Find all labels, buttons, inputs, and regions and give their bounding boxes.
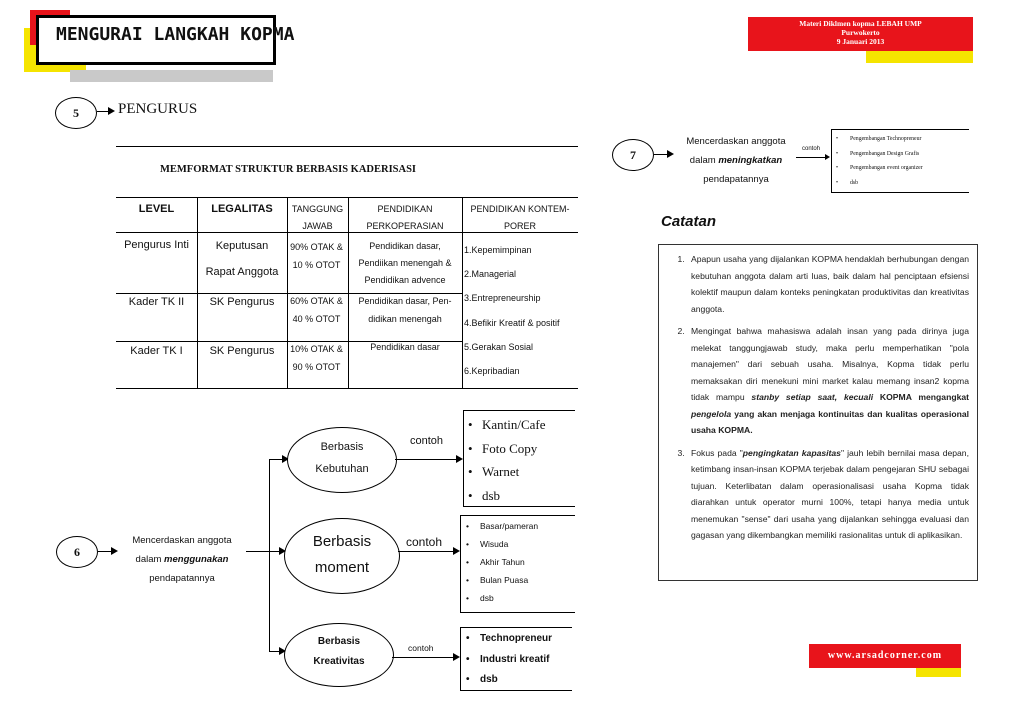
header-perkop-line1: PENDIDIKAN — [377, 204, 433, 214]
list-item: • dsb — [466, 670, 552, 691]
catatan-note-3 — [687, 445, 969, 544]
row3-tj-line2: 90 % OTOT — [292, 362, 341, 372]
row3-tj-line1: 10% OTAK & — [290, 344, 343, 354]
list-item: • dsb — [468, 484, 546, 508]
list-bracket-3 — [460, 627, 461, 690]
contoh-line-1 — [395, 459, 457, 460]
list-section-7 — [836, 132, 923, 190]
info-line-3: 9 Januari 2013 — [836, 37, 885, 46]
note2-text-a: Mengingat bahwa mahasiswa adalah insan yang pada dirinya juga melekat tanggungjawab study, maka perlu memperhatikan "pola manajemen" dari sebuah usaha. Misalnya, Kopma tidak perlu memaksakan diri menekuni mini market kalau memang insan2 kopma tidak mampu — [691, 326, 969, 402]
contoh-arrow-1 — [456, 455, 463, 463]
section-6-label-line3: pendapatannya — [149, 573, 215, 584]
row1-tj-line2: 10 % OTOT — [292, 260, 341, 270]
note2-emph-d: pengelola — [691, 408, 732, 419]
header-tanggung-line1: TANGGUNG — [291, 204, 344, 214]
catatan-title: Catatan — [661, 213, 717, 230]
row2-tj-line1: 60% OTAK & — [290, 296, 343, 306]
contoh-label-3: contoh — [408, 643, 434, 653]
table-top-rule — [116, 146, 578, 147]
header-level: LEVEL — [138, 203, 175, 215]
note3-text-c: " jauh lebih bernilai masa depan, ketimbang insan-insan KOPMA terjebak dalam pengejaran SHU sebagai tujuan. Keterlibatan dalam operasionalisasi usaha Kopma tidak diarahkan untuk operator murni 100%, tetapi hanya media untuk menemukan "sense" dari usaha yang dijalankan sehingga evaluasi dan gagasan yang dikembangkan memiliki rasionalitas untuk di aplikasikan. — [691, 447, 969, 540]
list-bracket-7 — [831, 129, 832, 192]
note2-emph-b: stanby setiap saat, kecuali — [751, 392, 874, 402]
section-7-arrow-line — [654, 154, 668, 155]
header-tanggung-line2: JAWAB — [302, 221, 333, 231]
row3-tanggung-jawab — [285, 340, 348, 376]
list-moment — [466, 517, 538, 607]
list-top-rule-2 — [460, 515, 575, 516]
branch-kreativitas — [284, 623, 394, 687]
list-item: • Pengembangan Design Grafis — [836, 147, 923, 162]
website-yellow-block — [916, 667, 961, 677]
row1-perkoperasian — [348, 238, 462, 289]
section-7-label-line3: pendapatannya — [703, 174, 769, 185]
list-item: • Basar/pameran — [466, 517, 538, 535]
section-6-number: 6 — [56, 536, 98, 568]
row3-legalitas: SK Pengurus — [209, 345, 275, 357]
kontemporer-item: 4.Befikir Kreatif & positif — [464, 317, 560, 328]
section-7-number: 7 — [612, 139, 654, 171]
header-gray-bar — [70, 70, 273, 82]
table-title: MEMFORMAT STRUKTUR BERBASIS KADERISASI — [159, 164, 417, 175]
section-6-label-line2 — [118, 550, 246, 569]
list-item: • Technopreneur — [466, 629, 552, 650]
note2-text-c: KOPMA mengangkat — [873, 392, 970, 402]
note3-emph-b: pengingkatan kapasitas — [742, 447, 841, 458]
row2-perkop-line1: Pendidikan dasar, Pen- — [358, 296, 452, 306]
branch-kebutuhan-line1: Berbasis — [320, 441, 364, 453]
row3-level: Kader TK I — [130, 345, 183, 357]
section-7-label-keyword: meningkatkan — [718, 155, 783, 166]
list-kreativitas — [466, 629, 552, 691]
section-6-label — [118, 531, 246, 588]
kontemporer-list — [464, 238, 578, 383]
list-item: • dsb — [466, 589, 538, 607]
header-legalitas: LEGALITAS — [211, 203, 273, 215]
branch-kebutuhan-line2: Kebutuhan — [315, 463, 369, 475]
list-item: • Pengembangan Technopreneur — [836, 132, 923, 147]
kontemporer-item: 6.Kepribadian — [464, 366, 520, 377]
table-bottom-rule — [116, 388, 578, 389]
contoh-line-3 — [392, 657, 454, 658]
website-link[interactable]: www.arsadcorner.com — [827, 650, 943, 661]
list-item: • Pengembangan event organizer — [836, 161, 923, 176]
list-item: • Industri kreatif — [466, 650, 552, 671]
section-7-label-line2 — [676, 151, 796, 170]
row1-perkop-line2: Pendiikan menengah & — [358, 258, 452, 268]
page-title: MENGURAI LANGKAH KOPMA — [56, 24, 295, 45]
note3-text-a: Fokus pada " — [691, 447, 743, 458]
contoh-label-1: contoh — [410, 435, 444, 447]
section-6-label-keyword: menggunakan — [164, 554, 229, 565]
row1-tanggung-jawab — [285, 238, 348, 274]
section-7-label — [676, 132, 796, 189]
list-item: • Bulan Puasa — [466, 571, 538, 589]
list-bracket-2 — [460, 515, 461, 612]
branch-kebutuhan — [287, 427, 397, 493]
list-item: • Akhir Tahun — [466, 553, 538, 571]
info-line-2: Purwokerto — [841, 28, 880, 37]
info-text — [748, 19, 973, 46]
section-6-label-prefix: dalam — [135, 554, 165, 565]
list-item: • Foto Copy — [468, 437, 546, 461]
section-5-number: 5 — [55, 97, 97, 129]
table-header-top-rule — [116, 197, 578, 198]
row3-perkoperasian: Pendidikan dasar — [370, 342, 440, 352]
row1-tj-line1: 90% OTAK & — [290, 242, 343, 252]
list-item: • Kantin/Cafe — [468, 413, 546, 437]
kontemporer-item: 3.Entrepreneurship — [464, 293, 541, 304]
row1-perkop-line1: Pendidikan dasar, — [369, 241, 441, 251]
contoh-arrow-3 — [453, 653, 460, 661]
header-kontem-line2: PORER — [503, 221, 536, 231]
list-item: • Warnet — [468, 460, 546, 484]
catatan-box — [658, 244, 978, 581]
row2-perkop-line2: didikan menengah — [368, 314, 442, 324]
kontemporer-item: 2.Managerial — [464, 269, 517, 280]
catatan-note-1: 1. Apapun usaha yang dijalankan KOPMA hendaklah berhubungan dengan kebutuhan anggota dalam arti luas, baik dalam hal penciptaan efsiensi kolektif maupun dalam konteks peningkatan produktivitas dan kreativitas anggota. — [687, 251, 969, 317]
section-6-arrow-head — [111, 547, 118, 555]
section-5-arrow-head — [108, 107, 115, 115]
tree-stem — [246, 551, 270, 552]
row2-tj-line2: 40 % OTOT — [292, 314, 341, 324]
row1-legalitas — [197, 239, 287, 279]
header-tanggung-jawab — [287, 201, 348, 235]
row1-perkop-line3: Pendidikan advence — [364, 275, 446, 285]
header-perkoperasian — [348, 201, 462, 235]
contoh-arrow-2 — [453, 547, 460, 555]
tree-trunk — [269, 459, 270, 652]
section-6-arrow-line — [98, 551, 112, 552]
kontemporer-item: 1.Kepemimpinan — [464, 245, 532, 255]
list-bracket-1 — [463, 410, 464, 506]
catatan-note-2 — [687, 323, 969, 439]
section-6-label-line1: Mencerdaskan anggota — [132, 535, 232, 546]
header-kontem-line1: PENDIDIKAN KONTEM- — [470, 204, 570, 214]
list-kebutuhan — [468, 413, 546, 507]
contoh-label-7: contoh — [802, 146, 821, 152]
section-7-label-line1: Mencerdaskan anggota — [686, 136, 786, 147]
list-top-rule-1 — [463, 410, 575, 411]
list-bottom-rule-2 — [460, 612, 575, 613]
branch-moment-line2: moment — [314, 559, 370, 576]
row1-level: Pengurus Inti — [124, 239, 189, 251]
list-item: • dsb — [836, 176, 923, 191]
contoh-arrow-7 — [825, 154, 830, 160]
list-top-rule-3 — [460, 627, 572, 628]
header-kontemporer — [462, 201, 578, 235]
branch-moment — [284, 518, 400, 594]
contoh-line-7 — [796, 157, 826, 158]
info-yellow-block — [866, 51, 973, 63]
branch-kreativitas-line2: Kreativitas — [313, 656, 365, 667]
contoh-line-2 — [398, 551, 454, 552]
catatan-list — [659, 245, 977, 544]
section-7-label-prefix: dalam — [689, 155, 719, 166]
row2-tanggung-jawab — [285, 292, 348, 328]
tree-branch-1 — [269, 459, 283, 460]
note2-text-e: yang akan menjaga kontinuitas dan kualitas operasional usaha KOPMA. — [691, 408, 969, 435]
row2-perkoperasian — [348, 292, 462, 328]
list-bottom-rule-7 — [831, 192, 969, 193]
section-5-title: PENGURUS — [118, 101, 198, 117]
section-7-arrow-head — [667, 150, 674, 158]
list-item: • Wisuda — [466, 535, 538, 553]
table-col-divider-1 — [197, 197, 198, 388]
list-top-rule-7 — [831, 129, 969, 130]
kontemporer-item: 5.Gerakan Sosial — [464, 341, 534, 352]
info-line-1: Materi Diklmen kopma LEBAH UMP — [799, 19, 922, 28]
row1-legalitas-line1: Keputusan — [215, 240, 269, 252]
branch-moment-line1: Berbasis — [312, 533, 372, 550]
row2-legalitas: SK Pengurus — [209, 296, 275, 308]
row2-level: Kader TK II — [128, 296, 185, 308]
branch-kreativitas-line1: Berbasis — [317, 636, 361, 647]
contoh-label-2: contoh — [406, 535, 443, 549]
header-perkop-line2: PERKOPERASIAN — [366, 221, 444, 231]
row1-legalitas-line2: Rapat Anggota — [205, 266, 279, 278]
